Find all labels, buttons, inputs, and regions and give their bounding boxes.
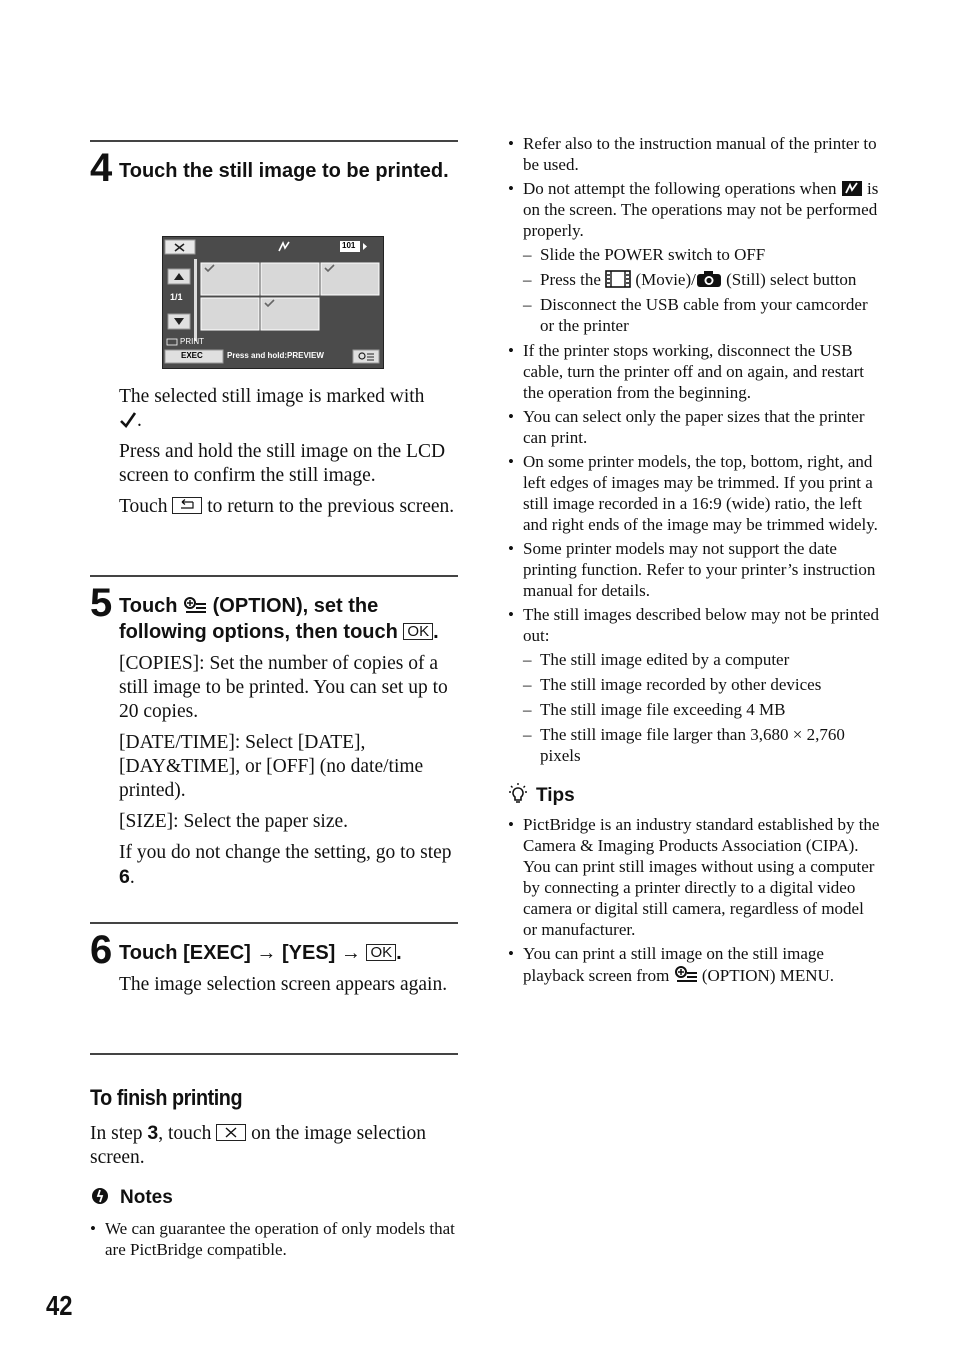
folder-badge: 101 bbox=[342, 241, 356, 250]
list-item: • PictBridge is an industry standard established by the Camera & Imaging Products Association (CIPA). You can print still images without using a computer by connecting a printer directly to a digital video camera or digital still camera, regardless of model or manufacturer. bbox=[508, 814, 880, 940]
step-heading: Touch the still image to be printed. bbox=[119, 160, 449, 182]
thumbnail-1[interactable] bbox=[201, 263, 259, 295]
list-item bbox=[523, 269, 880, 290]
list-item: • Refer also to the instruction manual of the printer to be used. bbox=[508, 133, 880, 175]
tips-title: Tips bbox=[536, 785, 575, 806]
heading-part: Touch [EXEC] bbox=[119, 942, 251, 964]
text-part: Press the bbox=[540, 270, 601, 289]
tips-heading bbox=[508, 782, 880, 808]
thumbnail-5[interactable] bbox=[261, 298, 319, 330]
notes-title: Notes bbox=[120, 1187, 173, 1208]
print-label: PRINT bbox=[180, 337, 204, 346]
text-part: (Still) select button bbox=[726, 270, 857, 289]
lcd-image-selection-screen bbox=[162, 236, 384, 369]
step-ref: 3 bbox=[147, 1122, 159, 1144]
marked-text: The selected still image is marked with bbox=[119, 386, 425, 407]
heading-part: (OPTION), set the following options, then touch bbox=[119, 595, 398, 643]
note-item: • We can guarantee the operation of only models that are PictBridge compatible. bbox=[90, 1218, 460, 1260]
notes-list bbox=[90, 1218, 460, 1260]
step-heading: Touch [EXEC] → [YES] → OK . bbox=[119, 942, 402, 964]
rule-finish bbox=[90, 1053, 458, 1055]
list-item: – The still image file exceeding 4 MB bbox=[523, 699, 880, 720]
pictbridge-icon bbox=[841, 180, 863, 197]
list-item: • If the printer stops working, disconnect the USB cable, turn the printer off and on again, and restart the operation from the beginning. bbox=[508, 340, 880, 403]
scroll-rail[interactable] bbox=[194, 259, 197, 341]
step-heading: Touch (OPTION), set the following options, then touch OK . bbox=[119, 595, 439, 643]
text-part: (Movie)/ bbox=[635, 270, 696, 289]
list-item: • Some printer models may not support the date printing function. Refer to your printer’s instruction manual for details. bbox=[508, 538, 880, 601]
finish-text bbox=[90, 1121, 460, 1170]
rule-step5 bbox=[90, 575, 458, 577]
step-4-body: The selected still image is marked with . Press and hold the still image on the LCD screen to confirm the still image. Touch to return to the previous screen. bbox=[90, 385, 460, 526]
caution-list bbox=[508, 133, 880, 766]
exec-button[interactable]: EXEC bbox=[181, 351, 203, 360]
close-icon bbox=[216, 1124, 246, 1141]
page-indicator: 1/1 bbox=[170, 292, 183, 302]
text-part: is on the screen. The operations may not be performed properly. bbox=[523, 179, 879, 240]
step-5: 5 Touch (OPTION), set the following options, then touch OK . [COPIES]: Set the number of copies of a still image to be printed. You can set up to 20 copies. [DATE/TIME]: Select [DATE], [DAY&TIME], or [OFF] (no date/time printed). [SIZE]: Select the paper size. If you do not change the setting, go to step 6. bbox=[90, 583, 460, 897]
step-number: 6 bbox=[90, 928, 112, 972]
print-icon bbox=[167, 339, 177, 345]
text-part: Do not attempt the following operations when bbox=[523, 179, 837, 198]
camera-icon bbox=[696, 270, 722, 288]
size-text: [SIZE]: Select the paper size. bbox=[119, 811, 349, 832]
option-icon bbox=[674, 964, 698, 984]
page-number: 42 bbox=[46, 1290, 73, 1321]
list-item: • You can select only the paper sizes that the printer can print. bbox=[508, 406, 880, 448]
list-item: • On some printer models, the top, bottom, right, and left edges of images may be trimmed. If you print a still image recorded in a 16:9 (wide) ratio, the left and right ends of the image may be trimmed widely. bbox=[508, 451, 880, 535]
go-to-step-text: If you do not change the setting, go to step bbox=[119, 842, 452, 863]
notes-heading bbox=[90, 1186, 460, 1210]
rule-step6 bbox=[90, 922, 458, 924]
step-number: 4 bbox=[90, 146, 112, 190]
copies-text: [COPIES]: Set the number of copies of a still image to be printed. You can set up to 20 copies. bbox=[119, 653, 448, 722]
thumbnail-2[interactable] bbox=[261, 263, 319, 295]
return-text: to return to the previous screen. bbox=[207, 496, 455, 517]
arrow-icon: → bbox=[340, 942, 361, 964]
return-icon bbox=[172, 497, 202, 514]
rule-top bbox=[90, 140, 458, 142]
touch-text: Touch bbox=[119, 496, 168, 517]
unprintable-list bbox=[523, 649, 880, 766]
list-item bbox=[508, 178, 880, 336]
ok-icon: OK bbox=[403, 623, 433, 640]
press-hold-text: Press and hold the still image on the LCD screen to confirm the still image. bbox=[119, 441, 446, 486]
step-ref: 6 bbox=[119, 866, 130, 888]
heading-part: [YES] bbox=[281, 942, 336, 964]
step-6 bbox=[90, 930, 460, 1004]
step-4 bbox=[90, 146, 460, 190]
finish-section bbox=[90, 1085, 460, 1263]
folder-arrow-icon bbox=[363, 243, 367, 250]
list-item bbox=[508, 943, 880, 986]
text-part: on the image selection screen. bbox=[90, 1123, 426, 1168]
list-item: – The still image edited by a computer bbox=[523, 649, 880, 670]
thumbnail-3[interactable] bbox=[321, 263, 379, 295]
ok-icon: OK bbox=[366, 944, 396, 961]
movie-icon bbox=[605, 270, 631, 288]
heading-part: Touch bbox=[119, 595, 178, 617]
right-column bbox=[508, 133, 880, 989]
operations-list bbox=[523, 244, 880, 336]
preview-hint: Press and hold:PREVIEW bbox=[227, 351, 324, 360]
step-number: 5 bbox=[90, 581, 112, 625]
text-part: (OPTION) MENU. bbox=[701, 966, 835, 985]
datetime-text: [DATE/TIME]: Select [DATE], [DAY&TIME], or [OFF] (no date/time printed). bbox=[119, 732, 424, 801]
text-part: In step bbox=[90, 1123, 143, 1144]
lcd-graphics bbox=[163, 237, 383, 368]
tips-lightbulb-icon bbox=[508, 782, 528, 804]
text-part: You can print a still image on the still image playback screen from bbox=[523, 944, 824, 985]
step6-text: The image selection screen appears again. bbox=[119, 974, 448, 995]
list-item: – The still image recorded by other devices bbox=[523, 674, 880, 695]
notes-icon bbox=[90, 1186, 110, 1206]
text-part: , touch bbox=[158, 1123, 212, 1144]
option-icon bbox=[183, 595, 207, 615]
list-item: – Slide the POWER switch to OFF bbox=[523, 244, 880, 265]
option-button-bg[interactable] bbox=[353, 350, 379, 363]
arrow-icon: → bbox=[256, 942, 277, 964]
pictbridge-icon bbox=[279, 242, 289, 251]
list-item bbox=[508, 604, 880, 766]
text-part: The still images described below may not be printed out: bbox=[523, 605, 879, 645]
section-title: To finish printing bbox=[90, 1085, 243, 1110]
tips-list bbox=[508, 814, 880, 986]
list-item: – The still image file larger than 3,680 × 2,760 pixels bbox=[523, 724, 880, 766]
list-item: – Disconnect the USB cable from your camcorder or the printer bbox=[523, 294, 880, 336]
checkmark-icon bbox=[119, 411, 137, 429]
thumbnail-4[interactable] bbox=[201, 298, 259, 330]
